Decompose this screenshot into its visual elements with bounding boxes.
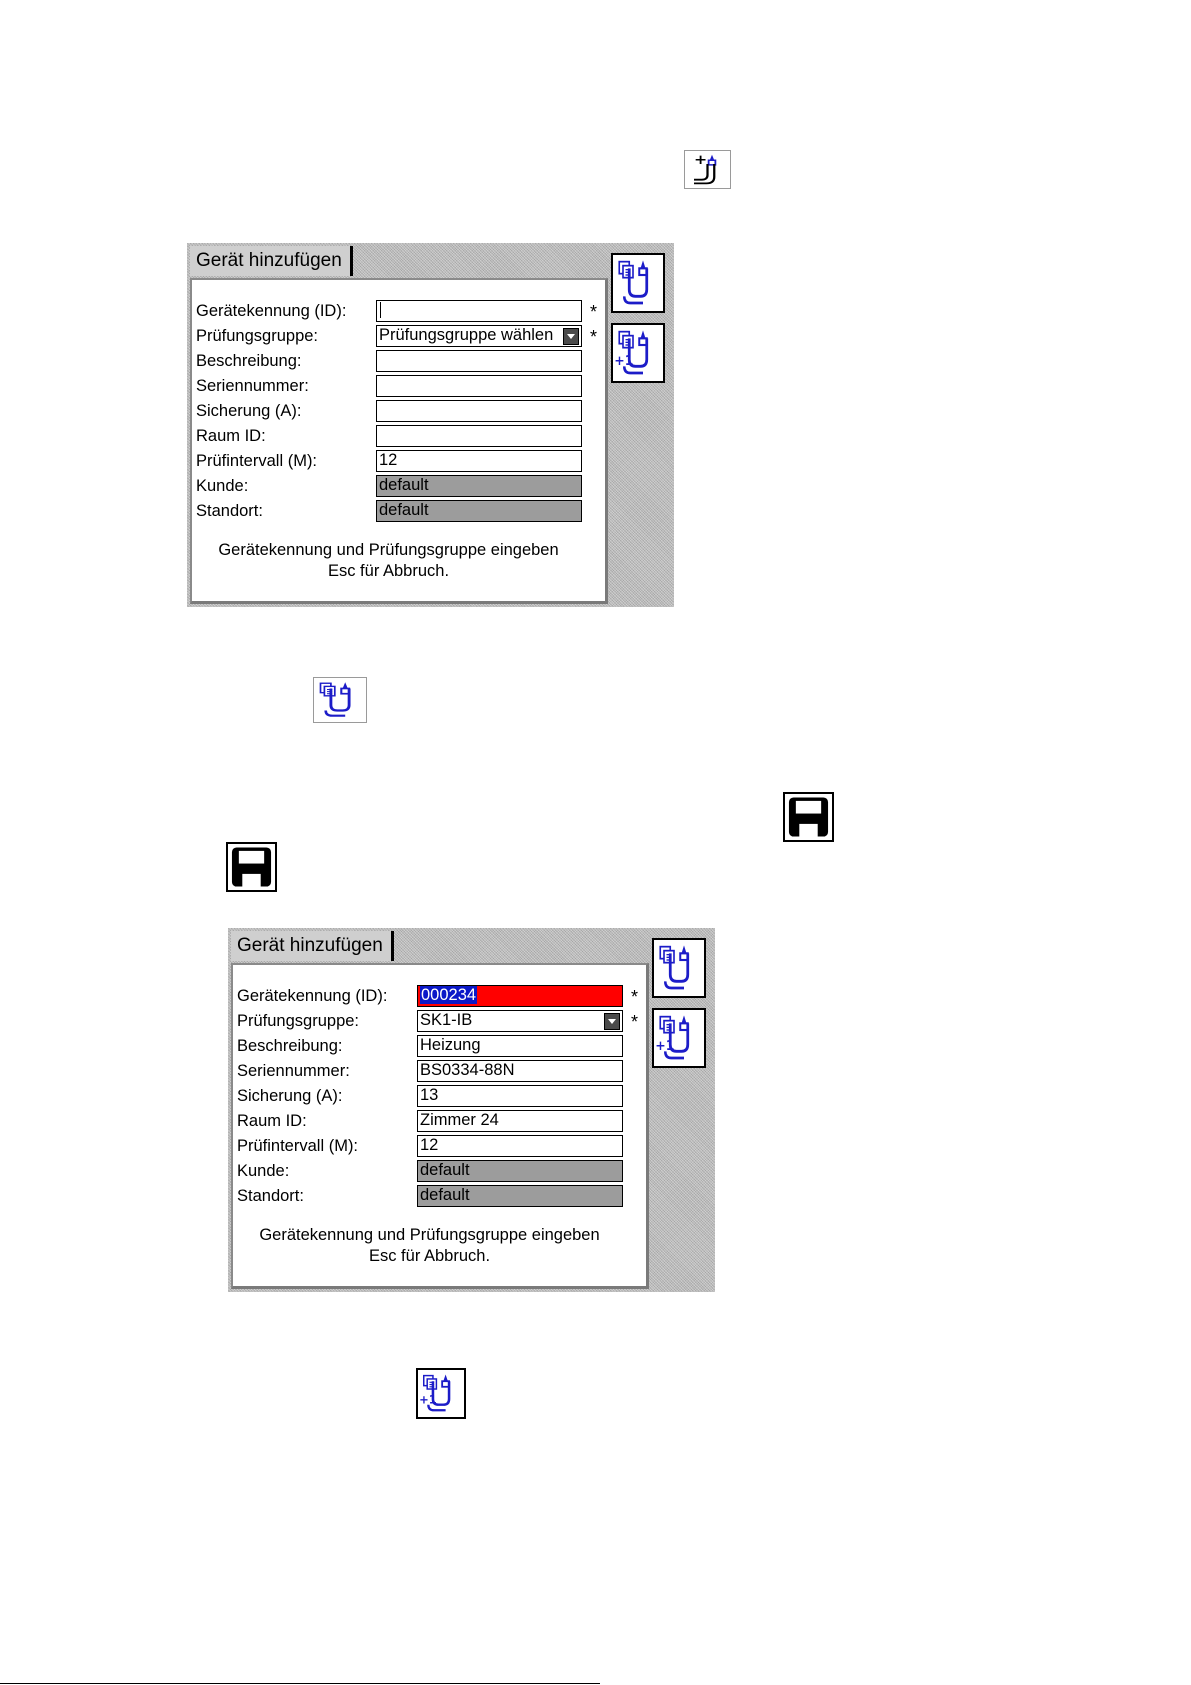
- location-field: default: [417, 1185, 623, 1207]
- label-location: Standort:: [196, 502, 263, 520]
- hint-line-2: Esc für Abbruch.: [327, 562, 450, 580]
- description-input[interactable]: [376, 350, 582, 372]
- label-description: Beschreibung:: [237, 1037, 343, 1055]
- save-device-icon: [654, 940, 704, 996]
- required-marker: *: [631, 987, 639, 1007]
- label-serial-number: Seriennummer:: [237, 1062, 350, 1080]
- label-customer: Kunde:: [237, 1162, 290, 1180]
- floppy-disk-icon: [226, 842, 277, 892]
- svg-text:+: +: [694, 153, 708, 168]
- add-device-icon: [684, 150, 731, 189]
- test-group-select[interactable]: Prüfungsgruppe wählen: [376, 325, 582, 347]
- serial-number-input[interactable]: BS0334-88N: [417, 1060, 623, 1082]
- label-device-id: Gerätekennung (ID):: [196, 302, 347, 320]
- label-room-id: Raum ID:: [237, 1112, 307, 1130]
- test-interval-input[interactable]: 12: [417, 1135, 623, 1157]
- location-field: default: [376, 500, 582, 522]
- hint-line-1: Gerätekennung und Prüfungsgruppe eingeben: [218, 541, 559, 559]
- tab-add-device[interactable]: Gerät hinzufügen: [190, 246, 353, 276]
- label-serial-number: Seriennummer:: [196, 377, 309, 395]
- chevron-down-icon[interactable]: [604, 1013, 620, 1030]
- save-copy-device-icon: [416, 1368, 466, 1419]
- customer-field: default: [417, 1160, 623, 1182]
- tab-add-device[interactable]: Gerät hinzufügen: [231, 931, 394, 961]
- svg-text:+1: +1: [614, 353, 634, 370]
- save-device-icon: [613, 255, 663, 311]
- serial-number-input[interactable]: [376, 375, 582, 397]
- label-fuse: Sicherung (A):: [237, 1087, 343, 1105]
- add-device-screen-filled: [228, 928, 715, 1292]
- hint-line-2: Esc für Abbruch.: [368, 1247, 491, 1265]
- device-id-input[interactable]: [417, 985, 623, 1007]
- label-test-group: Prüfungsgruppe:: [196, 327, 319, 345]
- label-test-group: Prüfungsgruppe:: [237, 1012, 360, 1030]
- save-device-button[interactable]: [652, 938, 706, 998]
- device-id-input[interactable]: [376, 300, 582, 322]
- chevron-down-icon[interactable]: [563, 328, 579, 345]
- save-copy-device-icon: [613, 325, 663, 381]
- save-copy-device-button[interactable]: [611, 323, 665, 383]
- svg-text:+1: +1: [655, 1038, 675, 1055]
- save-copy-device-button[interactable]: [652, 1008, 706, 1068]
- save-device-icon: [313, 677, 367, 723]
- floppy-disk-icon: [783, 792, 834, 842]
- label-test-interval: Prüfintervall (M):: [196, 452, 318, 470]
- label-description: Beschreibung:: [196, 352, 302, 370]
- selected-text: 000234: [421, 986, 477, 1004]
- hint-text: [192, 540, 605, 582]
- required-marker: *: [590, 327, 598, 347]
- description-input[interactable]: Heizung: [417, 1035, 623, 1057]
- test-group-select[interactable]: SK1-IB: [417, 1010, 623, 1032]
- required-marker: *: [590, 302, 598, 322]
- add-device-form: [231, 963, 649, 1289]
- label-device-id: Gerätekennung (ID):: [237, 987, 388, 1005]
- save-copy-device-icon: [654, 1010, 704, 1066]
- fuse-input[interactable]: [376, 400, 582, 422]
- label-customer: Kunde:: [196, 477, 249, 495]
- save-device-button[interactable]: [611, 253, 665, 313]
- required-marker: *: [631, 1012, 639, 1032]
- page-footer-rule: [0, 1683, 600, 1684]
- add-device-form: [190, 278, 608, 604]
- room-id-input[interactable]: [376, 425, 582, 447]
- hint-text: [233, 1225, 646, 1267]
- label-room-id: Raum ID:: [196, 427, 266, 445]
- label-fuse: Sicherung (A):: [196, 402, 302, 420]
- text-cursor: [380, 302, 381, 318]
- add-device-screen-empty: [187, 243, 674, 607]
- customer-field: default: [376, 475, 582, 497]
- svg-text:+1: +1: [419, 1392, 437, 1407]
- label-test-interval: Prüfintervall (M):: [237, 1137, 359, 1155]
- hint-line-1: Gerätekennung und Prüfungsgruppe eingeben: [259, 1226, 600, 1244]
- room-id-input[interactable]: Zimmer 24: [417, 1110, 623, 1132]
- fuse-input[interactable]: 13: [417, 1085, 623, 1107]
- test-interval-input[interactable]: 12: [376, 450, 582, 472]
- label-location: Standort:: [237, 1187, 304, 1205]
